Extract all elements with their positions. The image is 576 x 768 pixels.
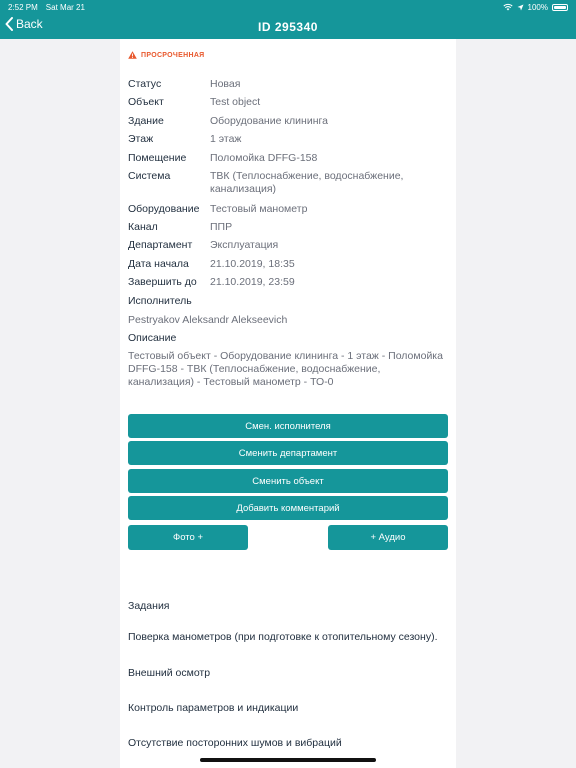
start-date-label: Дата начала bbox=[128, 258, 189, 270]
overdue-badge bbox=[128, 51, 205, 59]
add-comment-button[interactable]: Добавить комментарий bbox=[128, 496, 448, 520]
room-label: Помещение bbox=[128, 152, 187, 164]
status-time: 2:52 PM bbox=[8, 2, 38, 12]
home-indicator bbox=[200, 758, 376, 762]
due-date-label: Завершить до bbox=[128, 276, 197, 288]
add-audio-button[interactable]: + Аудио bbox=[328, 525, 448, 550]
task-item[interactable]: Поверка манометров (при подготовке к отопительному сезону). bbox=[128, 631, 438, 643]
executor-value: Pestryakov Aleksandr Alekseevich bbox=[128, 314, 288, 326]
change-department-button[interactable]: Сменить департамент bbox=[128, 441, 448, 465]
executor-label: Исполнитель bbox=[128, 295, 192, 307]
task-item[interactable]: Внешний осмотр bbox=[128, 667, 211, 679]
add-photo-button[interactable]: Фото + bbox=[128, 525, 248, 550]
warning-icon bbox=[128, 51, 137, 59]
status-label: Статус bbox=[128, 78, 162, 90]
back-label: Back bbox=[16, 17, 43, 31]
equipment-value: Тестовый манометр bbox=[210, 203, 308, 215]
page-title: ID 295340 bbox=[258, 20, 318, 34]
location-icon bbox=[517, 4, 524, 11]
request-card bbox=[120, 39, 456, 768]
start-date-value: 21.10.2019, 18:35 bbox=[210, 258, 295, 270]
tasks-header: Задания bbox=[128, 600, 170, 612]
nav-bar bbox=[0, 14, 576, 39]
battery-icon bbox=[552, 4, 568, 11]
system-label: Система bbox=[128, 170, 171, 182]
change-executor-button[interactable]: Смен. исполнителя bbox=[128, 414, 448, 438]
status-date: Sat Mar 21 bbox=[45, 2, 85, 12]
room-value: Поломойка DFFG-158 bbox=[210, 152, 318, 164]
object-label: Объект bbox=[128, 96, 164, 108]
channel-label: Канал bbox=[128, 221, 158, 233]
overdue-badge-label: ПРОСРОЧЕННАЯ bbox=[141, 51, 205, 59]
channel-value: ППР bbox=[210, 221, 233, 233]
status-value: Новая bbox=[210, 78, 241, 90]
floor-value: 1 этаж bbox=[210, 133, 242, 145]
floor-label: Этаж bbox=[128, 133, 154, 145]
wifi-icon bbox=[503, 3, 513, 11]
due-date-value: 21.10.2019, 23:59 bbox=[210, 276, 295, 288]
system-value: ТВК (Теплоснабжение, водоснабжение, канализация) bbox=[210, 170, 404, 195]
status-bar bbox=[0, 0, 576, 14]
task-item[interactable]: Контроль параметров и индикации bbox=[128, 702, 299, 714]
battery-percent: 100% bbox=[527, 2, 548, 12]
task-item[interactable]: Отсутствие посторонних шумов и вибраций bbox=[128, 737, 342, 749]
department-value: Эксплуатация bbox=[210, 239, 279, 251]
description-value: Тестовый объект - Оборудование клининга - 1 этаж - Поломойка DFFG-158 - ТВК (Теплоснабжение, водоснабжение, канализация) - Тестовый манометр - ТО-0 bbox=[128, 350, 443, 388]
building-value: Оборудование клининга bbox=[210, 115, 328, 127]
building-label: Здание bbox=[128, 115, 164, 127]
department-label: Департамент bbox=[128, 239, 193, 251]
equipment-label: Оборудование bbox=[128, 203, 200, 215]
change-object-button[interactable]: Сменить объект bbox=[128, 469, 448, 493]
description-label: Описание bbox=[128, 332, 177, 344]
object-value: Test object bbox=[210, 96, 261, 108]
